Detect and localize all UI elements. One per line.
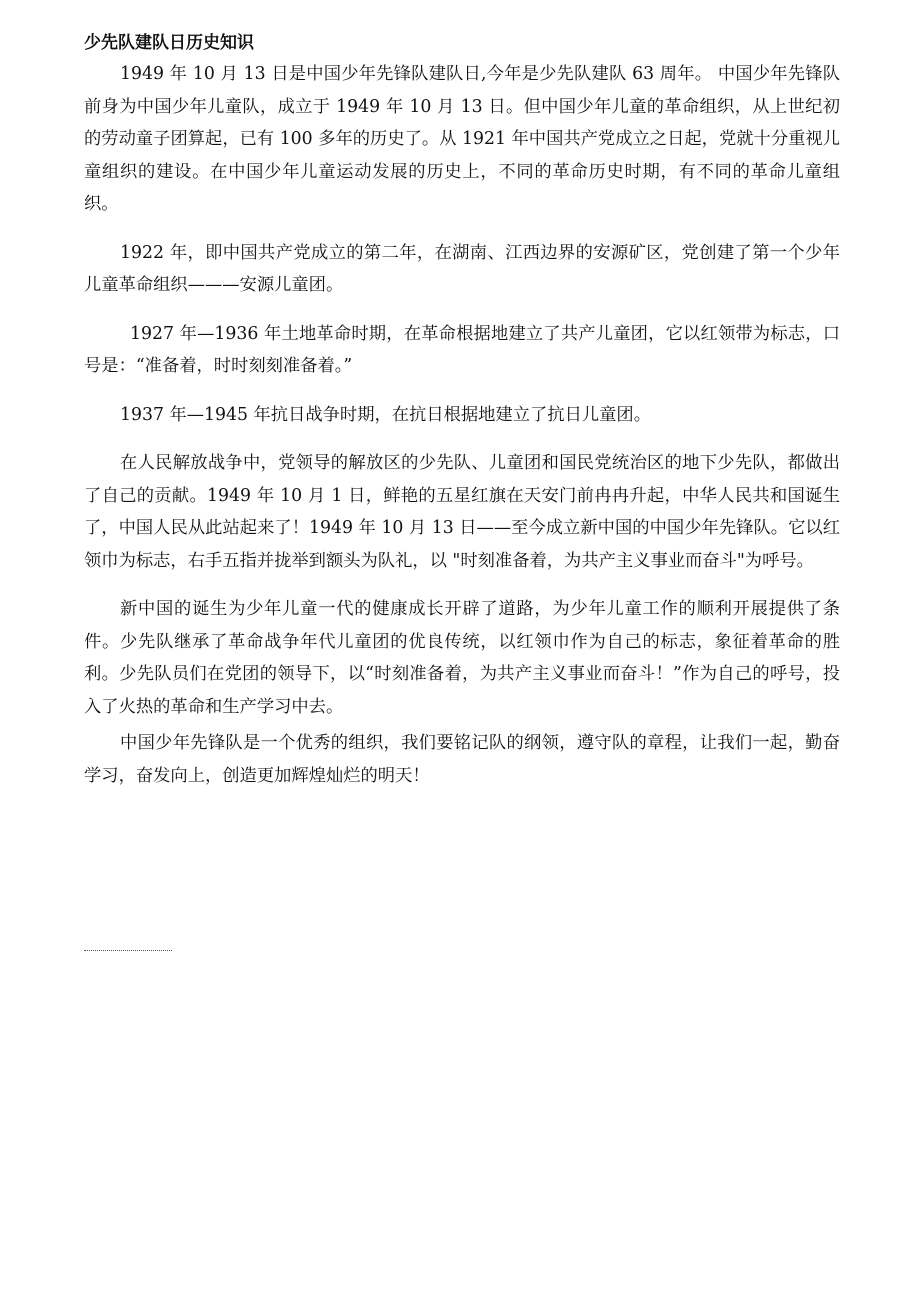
paragraph-1922: 1922 年，即中国共产党成立的第二年，在湖南、江西边界的安源矿区，党创建了第一个少年儿童革命组织———安源儿童团。 — [84, 242, 840, 295]
document-page — [84, 30, 840, 792]
paragraph-1937-1945: 1937 年—1945 年抗日战争时期，在抗日根据地建立了抗日儿童团。 — [120, 404, 651, 425]
paragraph-conclusion: 中国少年先锋队是一个优秀的组织，我们要铭记队的纲领，遵守队的章程，让我们一起，勤奋学习，奋发向上，创造更加辉煌灿烂的明天！ — [84, 733, 840, 786]
footer-divider — [84, 950, 172, 951]
document-title: 少先队建队日历史知识 — [84, 33, 254, 53]
paragraph-new-china: 新中国的诞生为少年儿童一代的健康成长开辟了道路，为少年儿童工作的顺利开展提供了条件。少先队继承了革命战争年代儿童团的优良传统，以红领巾作为自己的标志，象征着革命的胜利。少先队员们在党团的领导下，以“时刻准备着，为共产主义事业而奋斗！”作为自己的呼号，投入了火热的革命和生产学习中去。 — [84, 599, 840, 717]
paragraph-liberation-war: 在人民解放战争中，党领导的解放区的少先队、儿童团和国民党统治区的地下少先队，都做出了自己的贡献。1949 年 10 月 1 日，鲜艳的五星红旗在天安门前冉冉升起，中华人民共和国诞生了，中国人民从此站起来了！1949 年 10 月 13 日——至今成立新中国的中国少年先锋队。它以红领巾为标志，右手五指并拢举到额头为队礼，以 "时刻准备着，为共产主义事业而奋斗"为呼号。 — [84, 453, 840, 571]
paragraph-1927-1936: 1927 年—1936 年土地革命时期，在革命根据地建立了共产儿童团，它以红领带为标志，口号是：“准备着，时时刻刻准备着。” — [84, 323, 840, 376]
paragraph-founding-day: 1949 年 10 月 13 日是中国少年先锋队建队日,今年是少先队建队 63 周年。 中国少年先锋队前身为中国少年儿童队，成立于 1949 年 10 月 13 日。但中国少年儿童的革命组织，从上世纪初的劳动童子团算起，已有 100 多年的历史了。从 1921 年中国共产党成立之日起，党就十分重视儿童组织的建设。在中国少年儿童运动发展的历史上，不同的革命历史时期，有不同的革命儿童组织。 — [84, 64, 840, 214]
